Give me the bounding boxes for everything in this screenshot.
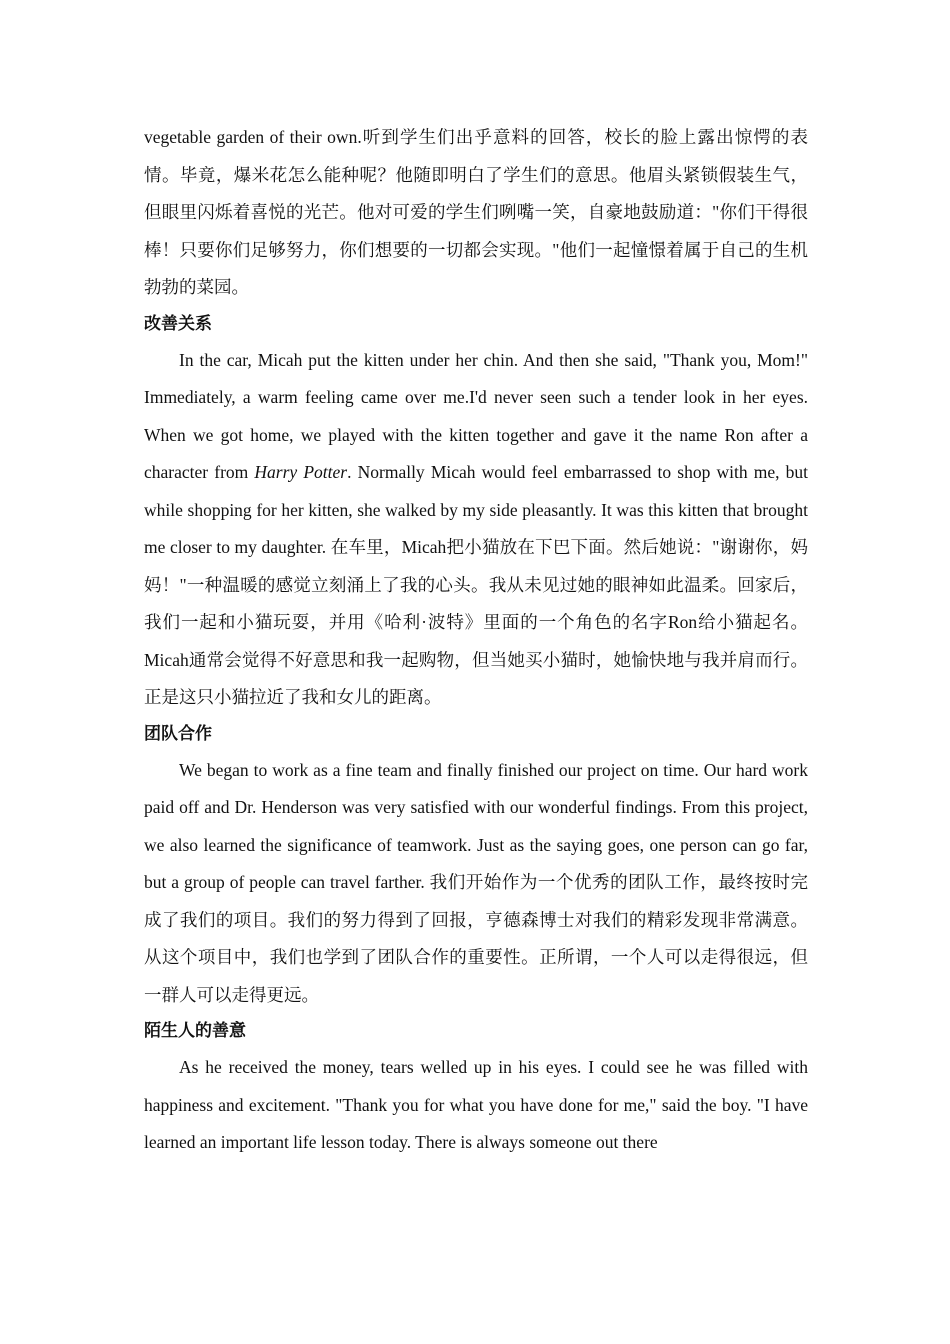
kitten-text-part-1: In the car, Micah put the kitten under her chin. And then she said, "Thank you, Mom!" Immediately, a warm feeling came over me.I'd never seen such a tender look in her eyes. When we got home, we played with the kitten together and gave it the name Ron after a character from [144,349,808,482]
book-title-italic: Harry Potter [254,462,348,482]
document-page [144,119,808,1162]
kitten-text-part-2: . Normally Micah would feel embarrassed to shop with me, but while shopping for her kitten, she walked by my side pleasantly. It was this kitten that brought me closer to my daughter. 在车里，Micah把小猫放在下巴下面。然后她说："谢谢你，妈妈！"一种温暖的感觉立刻涌上了我的心头。我从未见过她的眼神如此温柔。回家后，我们一起和小猫玩耍，并用《哈利·波特》里面的一个角色的名字Ron给小猫起名。Micah通常会觉得不好意思和我一起购物，但当她买小猫时，她愉快地与我并肩而行。正是这只小猫拉近了我和女儿的距离。 [144,462,809,707]
heading-teamwork: 团队合作 [144,723,212,744]
paragraph-kitten [144,342,808,717]
heading-improve-relationship: 改善关系 [144,313,212,334]
paragraph-teamwork: We began to work as a fine team and finally finished our project on time. Our hard work paid off and Dr. Henderson was very satisfied with our wonderful findings. From this project, we also learned the significance of teamwork. Just as the saying goes, one person can go far, but a group of people can travel farther. 我们开始作为一个优秀的团队工作，最终按时完成了我们的项目。我们的努力得到了回报，亨德森博士对我们的精彩发现非常满意。从这个项目中，我们也学到了团队合作的重要性。正所谓，一个人可以走得很远，但一群人可以走得更远。 [144,759,808,1005]
paragraph-vegetable-garden: vegetable garden of their own.听到学生们出乎意料的回答，校长的脸上露出惊愕的表情。毕竟，爆米花怎么能种呢？他随即明白了学生们的意思。他眉头紧锁假装生气，但眼里闪烁着喜悦的光芒。他对可爱的学生们咧嘴一笑，自豪地鼓励道："你们干得很棒！只要你们足够努力，你们想要的一切都会实现。"他们一起憧憬着属于自己的生机勃勃的菜园。 [144,127,808,297]
heading-stranger-kindness: 陌生人的善意 [144,1021,246,1041]
paragraph-stranger-kindness: As he received the money, tears welled up in his eyes. I could see he was filled with happiness and excitement. "Thank you for what you have done for me," said the boy. "I have learned an important life lesson today. There is always someone out there [144,1057,808,1152]
